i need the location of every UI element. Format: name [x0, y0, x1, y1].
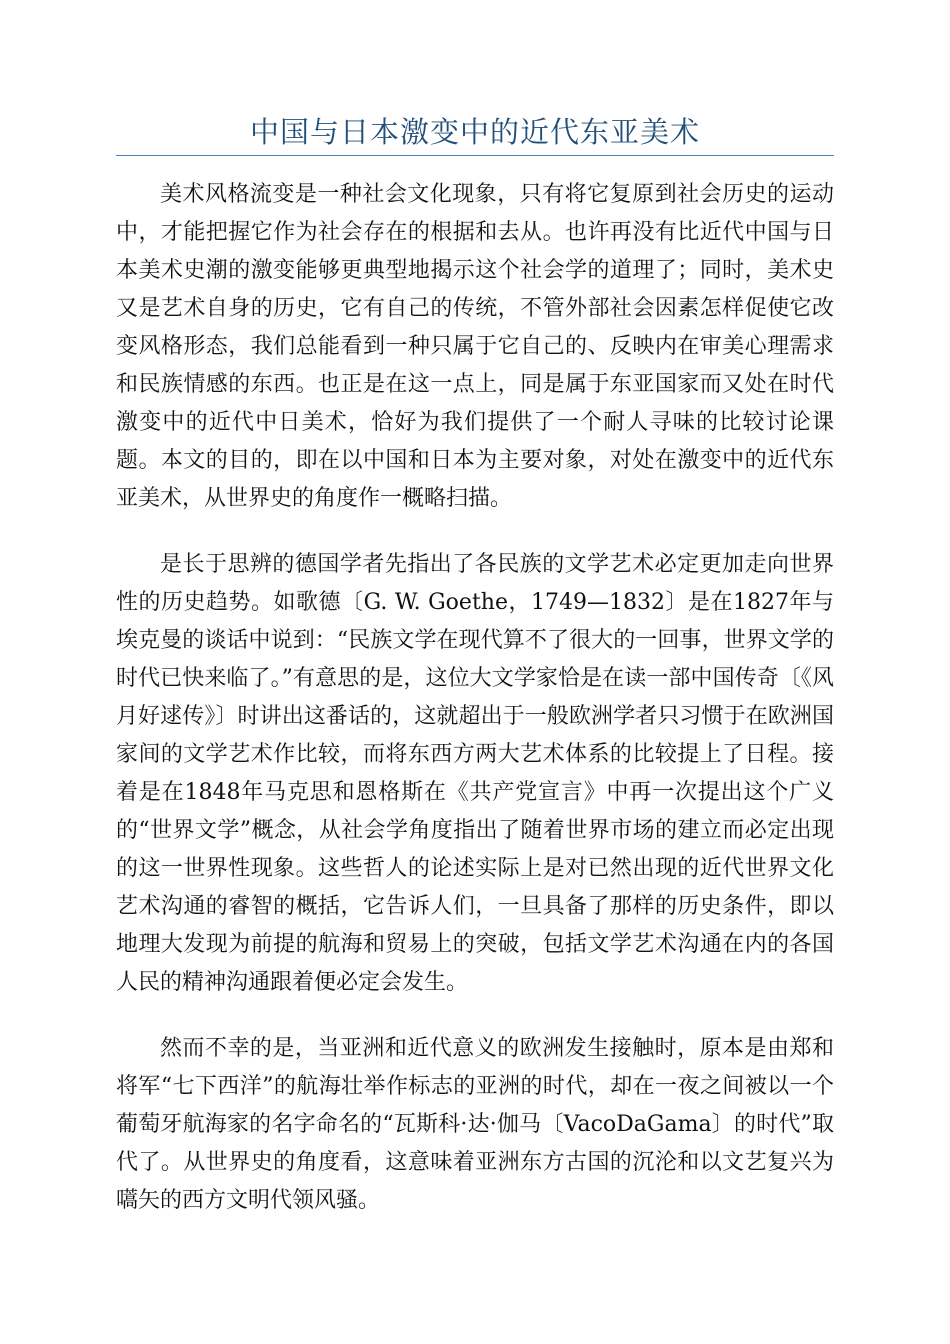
paragraph: 美术风格流变是一种社会文化现象，只有将它复原到社会历史的运动中，才能把握它作为社会存在的根据和去从。也许再没有比近代中国与日本美术史潮的激变能够更典型地揭示这个社会学的道理了；同时，美术史又是艺术自身的历史，它有自己的传统，不管外部社会因素怎样促使它改变风格形态，我们总能看到一种只属于它自己的、反映内在审美心理需求和民族情感的东西。也正是在这一点上，同是属于东亚国家而又处在时代激变中的近代中日美术，恰好为我们提供了一个耐人寻味的比较讨论课题。本文的目的，即在以中国和日本为主要对象，对处在激变中的近代东亚美术，从世界史的角度作一概略扫描。	[116, 182, 834, 511]
paragraph: 然而不幸的是，当亚洲和近代意义的欧洲发生接触时，原本是由郑和将军“七下西洋”的航海壮举作标志的亚洲的时代，却在一夜之间被以一个葡萄牙航海家的名字命名的“瓦斯科·达·伽马〔VacoDaGama〕的时代”取代了。从世界史的角度看，这意味着亚洲东方古国的沉沦和以文艺复兴为嚆矢的西方文明代领风骚。	[116, 1036, 834, 1213]
page-title: 中国与日本激变中的近代东亚美术	[249, 115, 700, 149]
paragraph: 是长于思辨的德国学者先指出了各民族的文学艺术必定更加走向世界性的历史趋势。如歌德〔G. W. Goethe，1749—1832〕是在1827年与埃克曼的谈话中说到：“民族文学在现代算不了很大的一回事，世界文学的时代已快来临了。”有意思的是，这位大文学家恰是在读一部中国传奇〔《风月好逑传》〕时讲出这番话的，这就超出于一般欧洲学者只习惯于在欧洲国家间的文学艺术作比较，而将东西方两大艺术体系的比较提上了日程。接着是在1848年马克思和恩格斯在《共产党宣言》中再一次提出这个广义的“世界文学”概念，从社会学角度指出了随着世界市场的建立而必定出现的这一世界性现象。这些哲人的论述实际上是对已然出现的近代世界文化艺术沟通的睿智的概括，它告诉人们，一旦具备了那样的历史条件，即以地理大发现为前提的航海和贸易上的突破，包括文学艺术沟通在内的各国人民的精神沟通跟着便必定会发生。	[116, 552, 834, 995]
document-body	[116, 176, 834, 1248]
title-underline	[116, 155, 834, 156]
